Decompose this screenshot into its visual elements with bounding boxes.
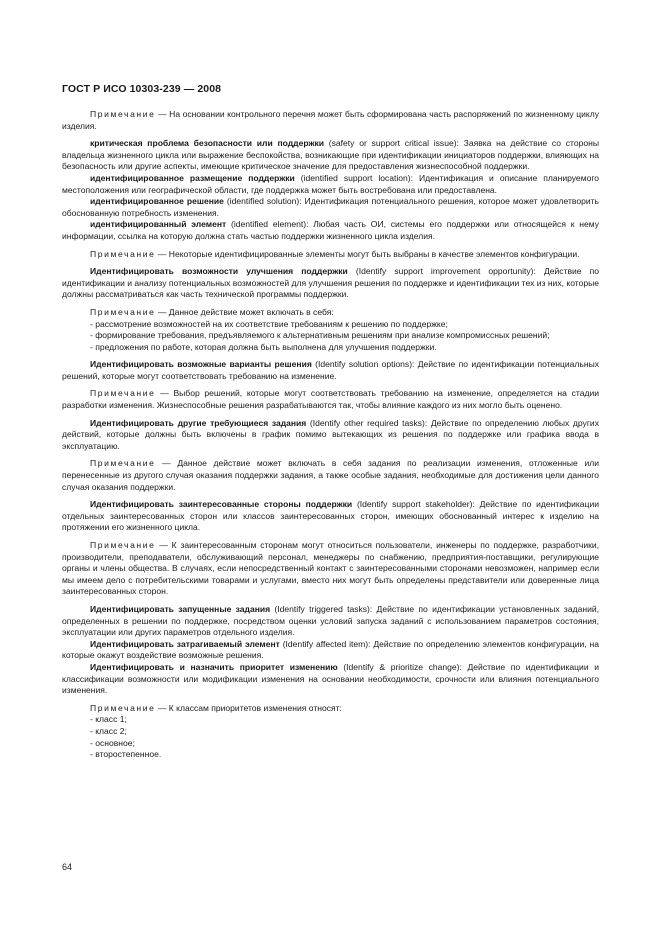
term-title: идентифицированное размещение поддержки [90,172,295,183]
note-paragraph [62,703,599,715]
list-item: - рассмотрение возможностей на их соответствие требованиям к решению по поддержке; [90,318,448,329]
definition-text: (Identify other required tasks): Действие по определению любых других действий, которые должны быть включены в график помимо вытекающих из решения по поддержке или графика ввода в эксплуатацию. [62,417,599,451]
list-item: - формирование требования, предъявляемого к альтернативным решениям при анализе компромиссных решений; [90,330,550,341]
term-title: идентифицированный элемент [90,219,227,230]
definition-paragraph [62,418,599,453]
note-text: — На основании контрольного перечня может быть сформирована часть распоряжений по жизненному циклу изделия. [62,109,599,131]
definition-paragraph [62,219,599,242]
term-title: Идентифицировать и назначить приоритет изменению [90,661,338,672]
definition-paragraph [62,359,599,382]
note-paragraph [62,388,599,411]
definition-text: (Identify triggered tasks): Действие по идентификации установленных заданий, определенных в решении по поддержке, посредством оценки условий запуска заданий с использованием параметров состояния, эксплуатации или других параметров отдельного изделия. [62,603,599,638]
definition-text: (Identify support improvement opportunity): Действие по идентификации и анализу потенциальных возможностей для улучшения решения по поддержке и идентификации тех из них, которые должны рассматриваться как часть технической программы поддержки. [62,266,599,300]
definition-paragraph [62,173,599,196]
term-title: Идентифицировать другие требующиеся задания [90,417,307,428]
note-label: Примечание [90,248,156,259]
term-title: критическая проблема безопасности или поддержки [90,138,325,149]
term-title: идентифицированное решение [90,196,224,207]
term-title: Идентифицировать затрагиваемый элемент [90,638,280,649]
note-paragraph [62,540,599,598]
definition-paragraph [62,604,599,639]
list-item: - класс 2; [90,725,127,736]
note-label: Примечание [90,540,156,550]
list-item: - второстепенное. [90,749,162,760]
definition-paragraph [62,662,599,697]
note-paragraph [62,249,599,261]
note-paragraph [62,307,599,319]
document-body [62,109,599,761]
note-label: Примечание [90,109,156,119]
note-text: — К заинтересованным сторонам могут относиться пользователи, инженеры по поддержке, разработчики, производители, преподаватели, обслуживающий персонал, менеджеры по снабжению, предприятия-поставщики, регулирующие органы и члены общества. В случаях, если непосредственный контакт с заинтересованными сторонами невозможен, например если мы имеем дело с потребительскими товарами и услугами, вместо них могут быть определены представители или доверенные лица заинтересованных сторон. [62,540,599,597]
definition-paragraph [62,639,599,662]
definition-text: (Identify affected item): Действие по определению элементов конфигурации, на которые окажут воздействие возможные решения. [62,638,599,661]
note-text: — Данное действие может включать в себя: [155,306,334,317]
definition-paragraph [62,499,599,534]
term-title: Идентифицировать заинтересованные стороны поддержки [90,499,353,510]
note-text: — Некоторые идентифицированные элементы могут быть выбраны в качестве элементов конфигурации. [155,248,580,259]
definition-text: (identified element): Любая часть ОИ, системы его поддержки или относящейся к нему информации, ссылка на которую должна стать частью поддержки жизненного цикла изделия. [62,219,599,241]
note-paragraph [62,109,599,132]
note-label: Примечание [90,458,156,469]
term-title: Идентифицировать возможности улучшения поддержки [90,266,348,277]
list-item: - основное; [90,737,135,748]
definition-paragraph [62,138,599,173]
definition-paragraph [62,266,599,301]
term-title: Идентифицировать запущенные задания [90,603,271,614]
note-text: — К классам приоритетов изменения относят: [155,702,342,713]
page-number: 64 [62,862,73,872]
note-label: Примечание [90,388,156,399]
note-text: — Данное действие может включать в себя задания по реализации изменения, отложенные или перенесенные из другого случая оказания поддержки задания, а также особые задания, необходимые для достижения цели данного случая оказания поддержки. [62,458,599,492]
definition-text: (Identify & prioritize change): Действие по идентификации и классификации возможности или модификации изменения на основании необходимости, срочности или влияния потенциального изменения. [62,661,599,696]
definition-text: (Identify solution options): Действие по идентификации потенциальных решений, которые могут соответствовать требованию на изменение. [62,359,599,381]
definition-text: (safety or support critical issue): Заявка на действие со стороны владельца жизненного цикла или выражение беспокойства, возникающие при идентификации инициаторов поддержки, влияющих на безопасность или другие аспекты, имеющие критическое значение для предоставления жизнеспособной поддержки. [62,138,599,172]
definition-text: (Identify support stakeholder): Действие по идентификации отдельных заинтересованных сторон или классов заинтересованных сторон, имеющих обоснованный интерес к изделию на протяжении его жизненного цикла. [62,499,599,533]
standard-header: ГОСТ Р ИСО 10303-239 — 2008 [62,83,222,95]
term-title: Идентифицировать возможные варианты решения [90,359,312,370]
definition-paragraph [62,196,599,219]
list-item: - класс 1; [90,714,127,725]
note-label: Примечание [90,702,156,713]
note-text: — Выбор решений, которые могут соответствовать требованию на изменение, определяется на стадии разработки изменения. Жизнеспособные решения разрабатываются так, чтобы влияние каждого из них могло быть оценено. [62,388,599,411]
list-item: - предложения по работе, которая должна быть выполнена для улучшения поддержки. [90,341,437,352]
definition-text: (identified support location): Идентификация и описание планируемого местоположения или географической области, где поддержка может быть востребована или предоставлена. [62,172,599,195]
definition-text: (identified solution): Идентификация потенциального решения, которое может удовлетворить обоснованную потребность изменения. [62,196,599,218]
note-label: Примечание [90,306,156,317]
note-paragraph [62,458,599,493]
